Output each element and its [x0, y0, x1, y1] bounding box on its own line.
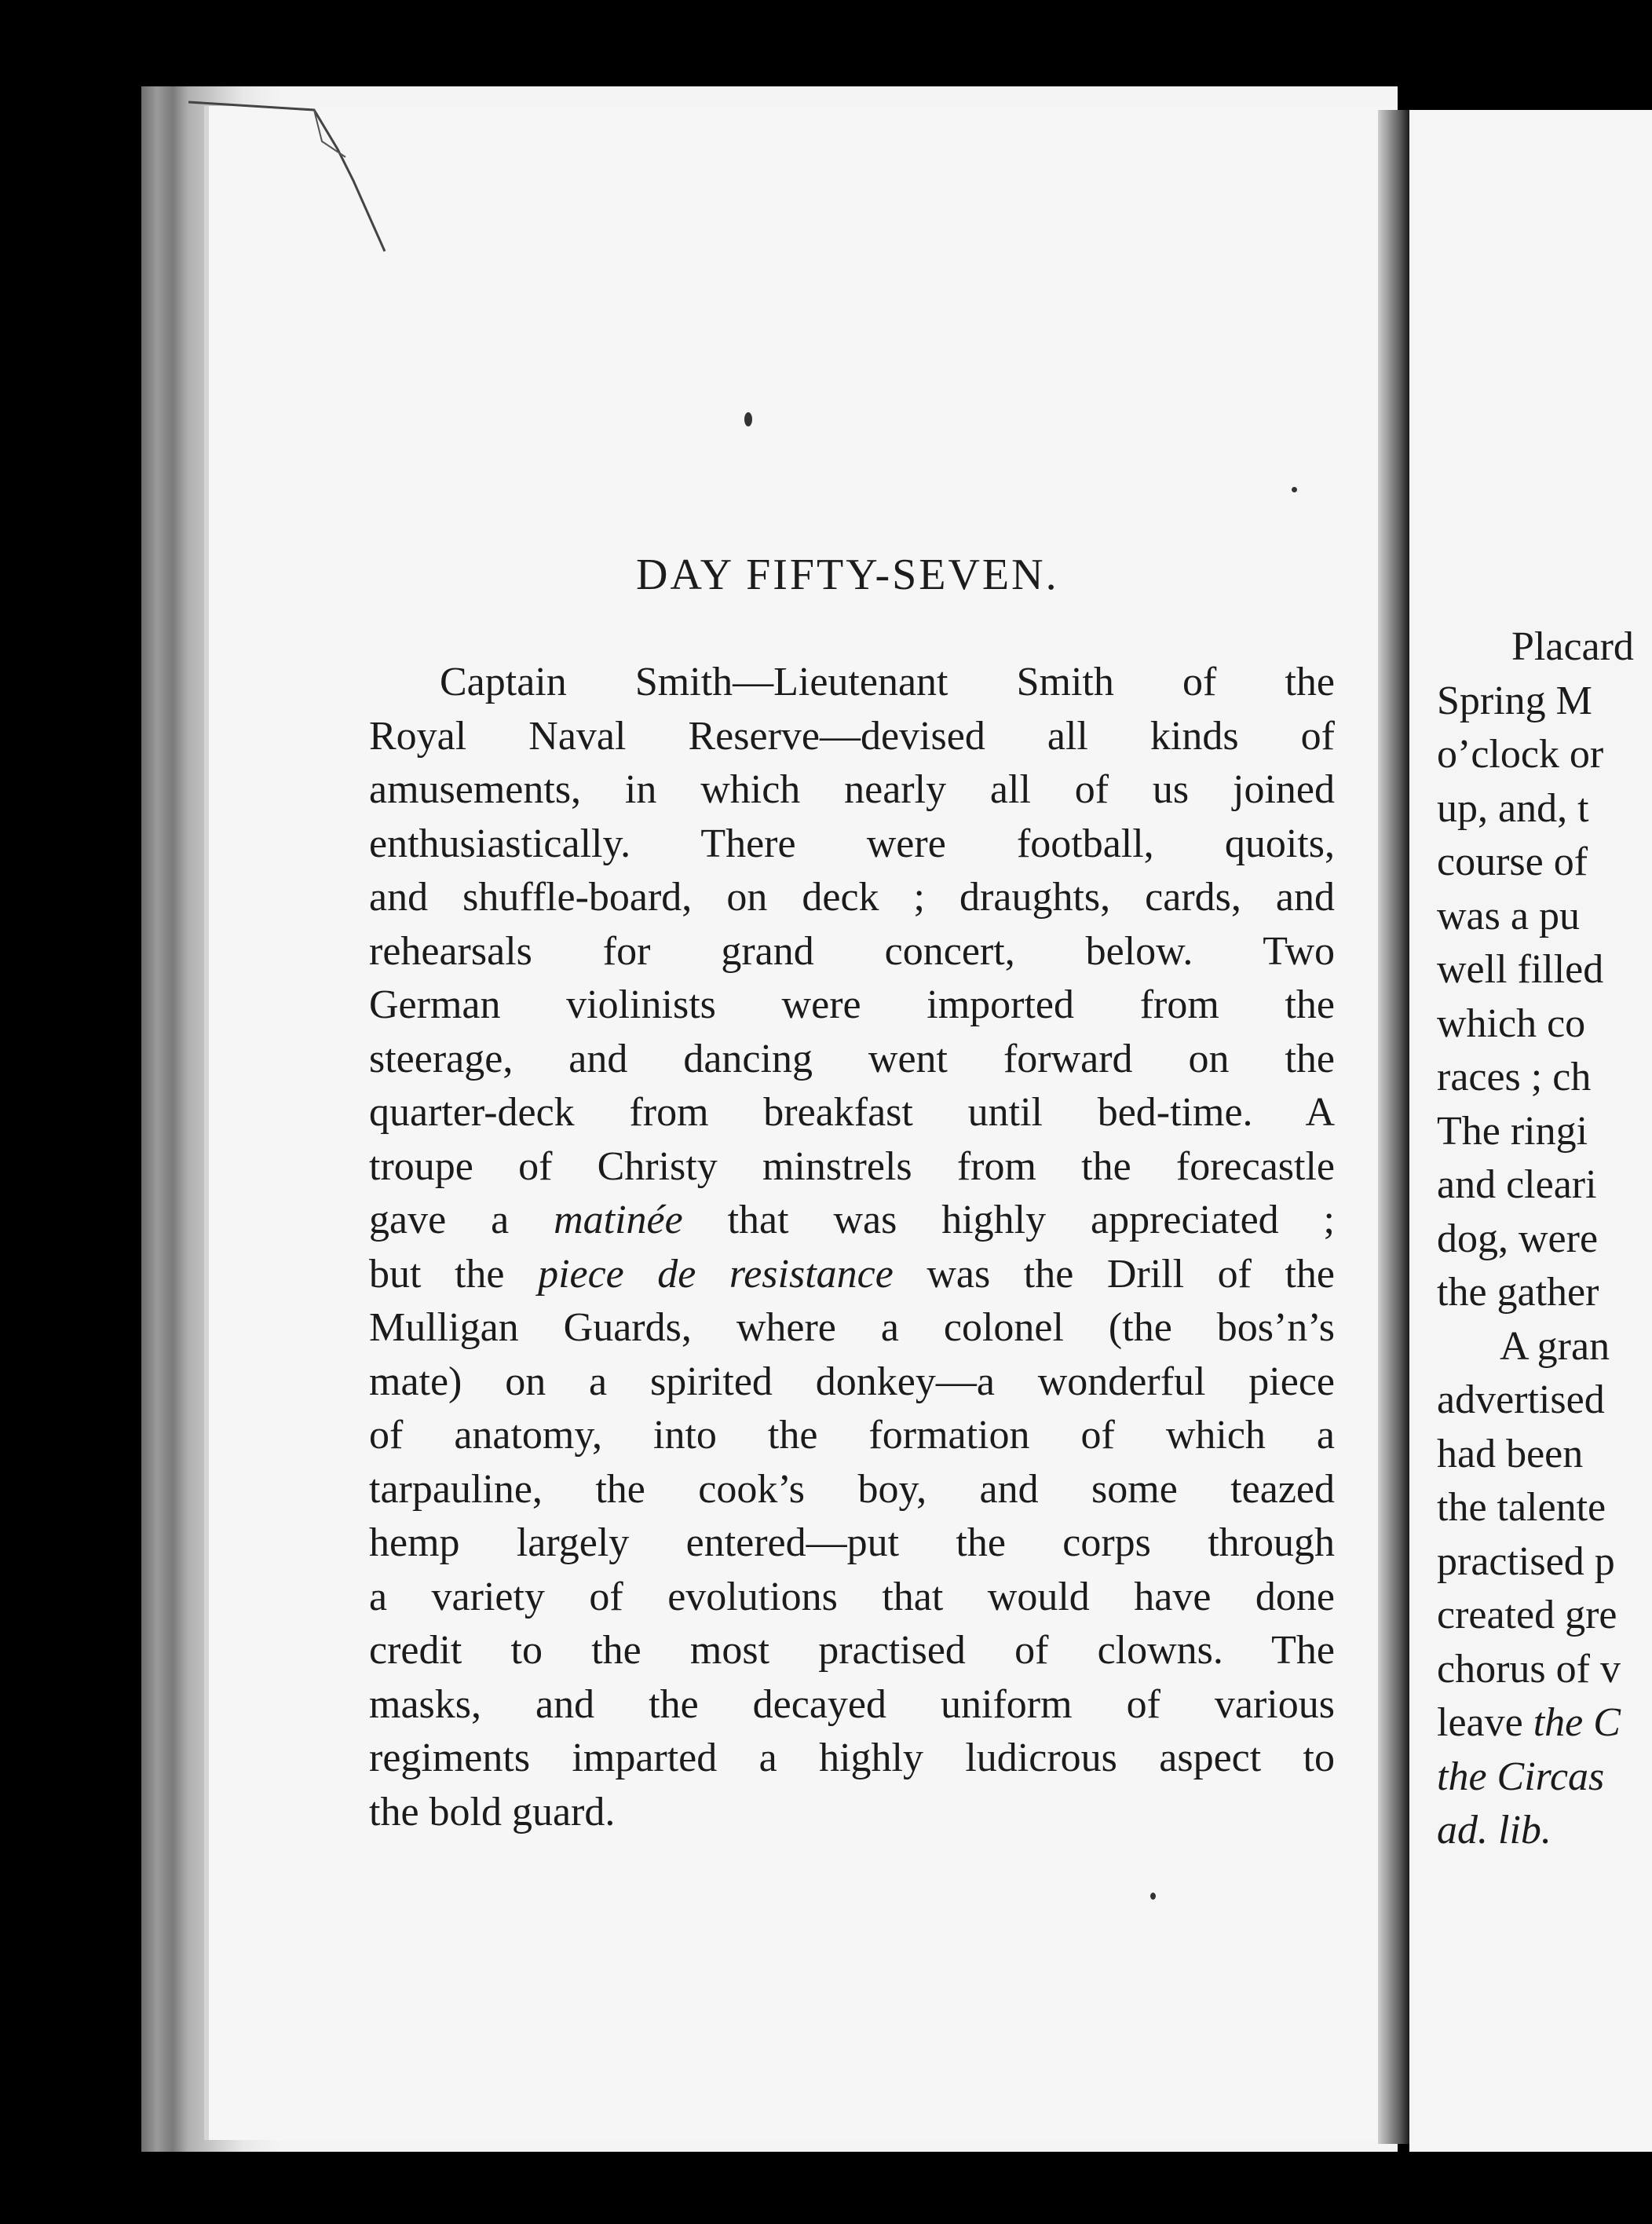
- text-line: A gran: [1500, 1323, 1610, 1369]
- text-line: o’clock or: [1437, 732, 1604, 777]
- text-fragment: leave: [1437, 1700, 1533, 1745]
- text-fragment: but the: [369, 1251, 539, 1297]
- text-line: Captain Smith—Lieutenant Smith of the: [440, 660, 1335, 704]
- text-line: rehearsals for grand concert, below. Two: [369, 928, 1335, 974]
- text-line: credit to the most practised of clowns. The: [369, 1628, 1335, 1673]
- text-line: amusements, in which nearly all of us joined: [369, 767, 1335, 812]
- text-line: the bold guard.: [369, 1789, 616, 1834]
- text-line: the gather: [1437, 1270, 1599, 1315]
- text-line: [369, 1248, 1335, 1302]
- text-line: and cleari: [1437, 1162, 1597, 1207]
- text-line: [1437, 1804, 1652, 1858]
- text-line: practised p: [1437, 1538, 1615, 1584]
- page-crease-mark: [181, 94, 416, 267]
- text-line: [1437, 1696, 1652, 1750]
- text-line: a variety of evolutions that would have done: [369, 1574, 1335, 1619]
- text-line: tarpauline, the cook’s boy, and some teazed: [369, 1466, 1335, 1512]
- italic-term: ad. lib.: [1437, 1808, 1551, 1853]
- text-line: [1437, 1750, 1652, 1805]
- text-line: well filled: [1437, 947, 1604, 992]
- text-line: was a pu: [1437, 893, 1580, 938]
- text-line: up, and, t: [1437, 785, 1589, 831]
- page-title: DAY FIFTY-SEVEN.: [636, 551, 1059, 599]
- text-line: dog, were: [1437, 1216, 1599, 1261]
- text-line: course of: [1437, 839, 1588, 884]
- italic-term: matinée: [554, 1198, 683, 1242]
- ink-speck: [1150, 1893, 1156, 1900]
- ink-speck: [1292, 487, 1297, 492]
- text-line: Spring M: [1437, 678, 1592, 723]
- italic-term: the C: [1533, 1700, 1621, 1745]
- text-line: enthusiastically. There were football, quoits,: [369, 821, 1335, 866]
- text-line: hemp largely entered—put the corps through: [369, 1520, 1335, 1565]
- italic-term: piece de resistance: [538, 1251, 894, 1297]
- text-line: mate) on a spirited donkey—a wonderful piece: [369, 1359, 1335, 1404]
- text-line: the talente: [1437, 1485, 1606, 1530]
- text-line: races ; ch: [1437, 1055, 1592, 1099]
- text-line: Mulligan Guards, where a colonel (the bos’n’s: [369, 1305, 1335, 1350]
- ink-speck: [744, 412, 752, 426]
- body-paragraph: [369, 656, 1335, 1839]
- text-fragment: that was highly appreciated ;: [682, 1198, 1335, 1242]
- text-line: Placard: [1511, 624, 1634, 669]
- text-line: and shuffle-board, on deck ; draughts, cards, and: [369, 875, 1335, 920]
- text-line: created gre: [1437, 1593, 1617, 1637]
- text-line: which co: [1437, 1000, 1586, 1046]
- book-gutter: [1378, 110, 1409, 2144]
- text-line: troupe of Christy minstrels from the forecastle: [369, 1143, 1335, 1189]
- text-line: steerage, and dancing went forward on the: [369, 1036, 1335, 1081]
- text-line: had been: [1437, 1431, 1584, 1476]
- text-line: of anatomy, into the formation of which a: [369, 1413, 1335, 1458]
- text-line: [369, 1194, 1335, 1248]
- right-page-text: [1437, 620, 1652, 1858]
- text-line: Royal Naval Reserve—devised all kinds of: [369, 713, 1335, 759]
- text-line: advertised: [1437, 1377, 1605, 1422]
- text-line: German violinists were imported from the: [369, 982, 1335, 1027]
- text-line: masks, and the decayed uniform of various: [369, 1681, 1335, 1727]
- text-fragment: gave a: [369, 1198, 554, 1242]
- text-line: regiments imparted a highly ludicrous aspect to: [369, 1736, 1335, 1780]
- text-line: quarter-deck from breakfast until bed-time. A: [369, 1090, 1335, 1135]
- text-line: chorus of v: [1437, 1646, 1621, 1692]
- italic-term: the Circas: [1437, 1754, 1605, 1799]
- text-fragment: was the Drill of the: [893, 1251, 1335, 1297]
- text-line: The ringi: [1437, 1108, 1588, 1154]
